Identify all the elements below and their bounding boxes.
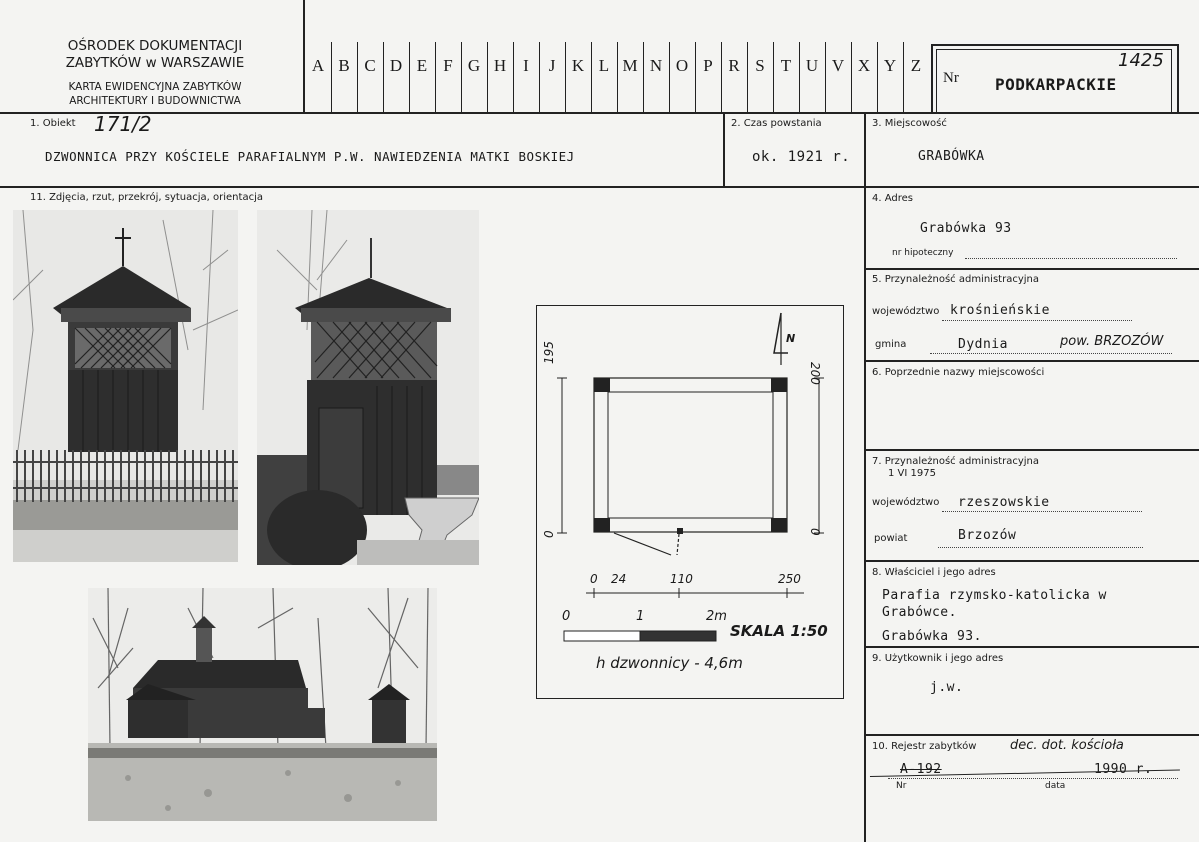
org-block (40, 38, 270, 72)
woj1-value: krośnieńskie (950, 303, 1050, 318)
alphabet-divider (903, 42, 904, 112)
alphabet-letter-o: O (675, 56, 689, 75)
divider-6-7 (864, 449, 1199, 451)
poprzednie-label: 6. Poprzednie nazwy miejscowości (872, 367, 1045, 378)
photo-church-view (88, 588, 437, 821)
powiat-line (938, 547, 1143, 548)
rejestr-line (888, 778, 1178, 779)
gmina-label: gmina (875, 339, 907, 350)
uzytkownik-label: 9. Użytkownik i jego adres (872, 653, 1004, 664)
gmina-value: Dydnia (958, 337, 1008, 352)
alphabet-divider (669, 42, 670, 112)
alphabet-divider (643, 42, 644, 112)
dim-left-bottom: 0 (542, 530, 556, 538)
alphabet-divider (695, 42, 696, 112)
woj2-line (942, 511, 1142, 512)
przyn1-label: 5. Przynależność administracyjna (872, 274, 1039, 285)
org-line1: OŚRODEK DOKUMENTACJI (67, 38, 243, 54)
obiekt-label: 1. Obiekt (30, 118, 76, 129)
rejestr-nr: A-192 (900, 762, 942, 777)
scalebar-label-1: 1 (636, 609, 645, 624)
woj2-label: województwo (872, 497, 940, 508)
alphabet-divider (721, 42, 722, 112)
rejestr-handwritten: dec. dot. kościoła (1010, 738, 1124, 753)
alphabet-divider (331, 42, 332, 112)
divider-5-6 (864, 360, 1199, 362)
alphabet-letter-v: V (831, 56, 845, 75)
gmina-line (930, 353, 1172, 354)
nr-label: Nr (943, 70, 959, 86)
alphabet-letter-n: N (649, 56, 663, 75)
gmina-handwritten: pow. BRZOZÓW (1060, 334, 1164, 349)
alphabet-letter-c: C (364, 56, 376, 75)
north-icon: N (786, 332, 796, 345)
alphabet-letter-a: A (311, 56, 325, 75)
row1-divider (0, 186, 1199, 188)
adres-value: Grabówka 93 (920, 221, 1012, 236)
hipoteczny-label: nr hipoteczny (892, 248, 954, 258)
alphabet-divider (747, 42, 748, 112)
dim-left-top: 195 (542, 341, 556, 364)
divider-8-9 (864, 646, 1199, 648)
dim-right-top: 200 (808, 362, 822, 385)
alphabet-divider (825, 42, 826, 112)
wlasciciel-label: 8. Właściciel i jego adres (872, 567, 996, 578)
scale-text: SKALA 1:50 (730, 622, 828, 640)
divider-7-8 (864, 560, 1199, 562)
rejestr-nr-sub: Nr (896, 781, 907, 791)
obiekt-handwritten: 171/2 (94, 112, 152, 136)
nr-handwritten: 1425 (1118, 50, 1164, 71)
alphabet-letter-h: H (493, 56, 507, 75)
alphabet-divider (799, 42, 800, 112)
alphabet-divider (877, 42, 878, 112)
org-line2: ZABYTKÓW w WARSZAWIE (65, 55, 245, 71)
alphabet-letter-e: E (416, 56, 428, 75)
alphabet-divider (773, 42, 774, 112)
alphabet-letter-u: U (805, 56, 819, 75)
alphabet-divider (513, 42, 514, 112)
divider-4-5 (864, 268, 1199, 270)
przyn2-date: 1 VI 1975 (888, 468, 936, 479)
rejestr-date: 1990 r. (1094, 762, 1153, 777)
alphabet-letter-p: P (703, 56, 713, 75)
alphabet-divider (357, 42, 358, 112)
rejestr-label: 10. Rejestr zabytków (872, 741, 977, 752)
woj1-label: województwo (872, 306, 940, 317)
alphabet-divider (461, 42, 462, 112)
alphabet-letter-b: B (338, 56, 350, 75)
main-vline (864, 112, 866, 842)
alphabet-divider (409, 42, 410, 112)
divider-9-10 (864, 734, 1199, 736)
alphabet-divider (383, 42, 384, 112)
nr-value: PODKARPACKIE (995, 75, 1117, 94)
alphabet-divider (565, 42, 566, 112)
scalebar-label-0: 0 (562, 609, 571, 624)
alphabet-divider (435, 42, 436, 112)
obiekt-value: DZWONNICA PRZY KOŚCIELE PARAFIALNYM P.W. NAWIEDZENIA MATKI BOSKIEJ (45, 149, 575, 164)
alphabet-divider (851, 42, 852, 112)
czas-label: 2. Czas powstania (731, 118, 822, 129)
dim-right-bottom: 0 (808, 528, 822, 536)
alphabet-divider (617, 42, 618, 112)
uzytkownik-value: j.w. (930, 680, 964, 695)
alphabet-letter-t: T (780, 56, 792, 75)
alphabet-divider (487, 42, 488, 112)
wlasciciel-line1: Parafia rzymsko-katolicka w (882, 588, 1107, 603)
powiat-value: Brzozów (958, 528, 1017, 543)
rejestr-data-sub: data (1045, 781, 1066, 791)
miejscowosc-label: 3. Miejscowość (872, 118, 947, 129)
miejscowosc-value: GRABÓWKA (918, 149, 985, 164)
alphabet-letter-f: F (443, 56, 453, 75)
scale-tick-24: 24 (611, 572, 627, 586)
alphabet-letter-r: R (728, 56, 740, 75)
wlasciciel-line2: Grabówce. (882, 605, 957, 620)
height-note: h dzwonnicy - 4,6m (596, 654, 743, 672)
alphabet-letter-j: J (548, 56, 556, 75)
hipoteczny-line (965, 258, 1177, 259)
row1-vline-a (723, 112, 725, 186)
scale-tick-0: 0 (590, 572, 598, 586)
card-line1: KARTA EWIDENCYJNA ZABYTKÓW (68, 81, 242, 93)
czas-value: ok. 1921 r. (752, 149, 851, 165)
zdjecia-label: 11. Zdjęcia, rzut, przekrój, sytuacja, orientacja (30, 192, 263, 203)
woj1-line (942, 320, 1132, 321)
photo-belfry-side (13, 210, 238, 562)
photo-belfry-front (257, 210, 479, 565)
alphabet-letter-x: X (857, 56, 871, 75)
adres-label: 4. Adres (872, 193, 913, 204)
przyn2-label: 7. Przynależność administracyjna (872, 456, 1039, 467)
card-type-block (40, 80, 270, 108)
alphabet-divider (539, 42, 540, 112)
wlasciciel-line3: Grabówka 93. (882, 629, 982, 644)
alphabet-letter-m: M (622, 56, 638, 75)
alphabet-letter-g: G (467, 56, 481, 75)
alphabet-letter-k: K (571, 56, 585, 75)
alphabet-letter-s: S (755, 56, 765, 75)
alphabet-letter-z: Z (910, 56, 922, 75)
scale-tick-110: 110 (670, 572, 693, 586)
scalebar-label-2m: 2m (706, 609, 727, 624)
alphabet-letter-y: Y (883, 56, 897, 75)
alphabet-letter-d: D (389, 56, 403, 75)
alphabet-letter-i: I (523, 56, 529, 75)
card-line2: ARCHITEKTURY I BUDOWNICTWA (69, 95, 241, 107)
alphabet-letter-l: L (598, 56, 610, 75)
alphabet-divider (591, 42, 592, 112)
scale-tick-250: 250 (778, 572, 801, 586)
powiat-label: powiat (874, 533, 908, 544)
woj2-value: rzeszowskie (958, 495, 1050, 510)
